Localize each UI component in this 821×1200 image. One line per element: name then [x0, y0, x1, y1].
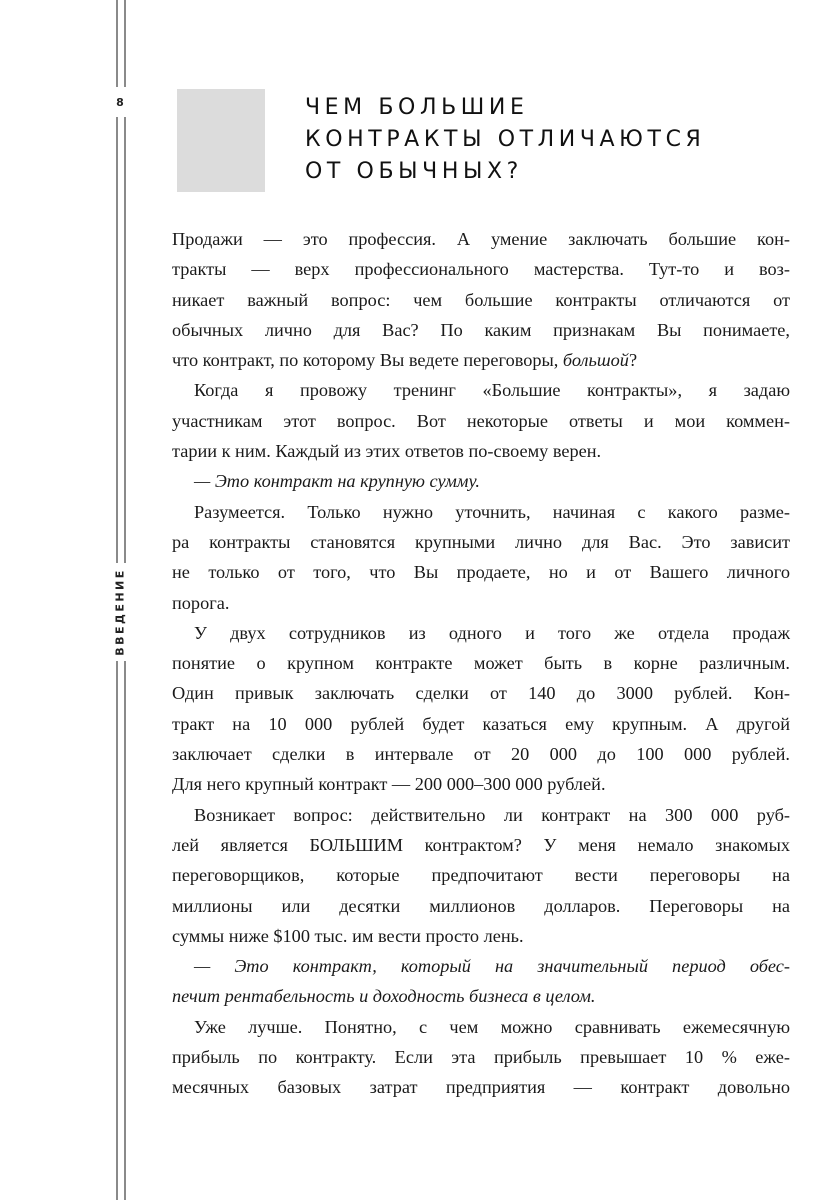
text-line — [172, 375, 790, 405]
text-line — [172, 527, 790, 557]
text-segment: лей является БОЛЬШИМ контрактом? У меня немало знакомых — [172, 834, 790, 855]
text-segment: тракты — верх профессионального мастерства. Тут-то и воз- — [172, 259, 790, 280]
text-line — [172, 224, 790, 254]
text-segment: — Это контракт, который на значительный период обес- — [194, 956, 790, 977]
italic-text: большой — [562, 350, 629, 371]
text-line — [172, 254, 790, 284]
margin-rule-right-mid — [124, 117, 126, 563]
text-line — [172, 345, 790, 375]
text-segment: Уже лучше. Понятно, с чем можно сравнивать ежемесячную — [194, 1016, 790, 1037]
margin-rule-left-mid — [116, 117, 118, 563]
text-line — [172, 860, 790, 890]
text-line — [172, 891, 790, 921]
text-line — [172, 497, 790, 527]
margin-rule-left-top — [116, 0, 118, 87]
text-segment: понятие о крупном контракте может быть в корне различным. — [172, 653, 790, 674]
paragraph — [172, 618, 790, 800]
text-line — [172, 557, 790, 587]
text-segment: Разумеется. Только нужно уточнить, начиная с какого разме- — [194, 501, 790, 522]
text-line — [172, 709, 790, 739]
text-segment: миллионы или десятки миллионов долларов. Переговоры на — [172, 895, 790, 916]
text-segment: ? — [628, 350, 638, 371]
text-line — [172, 769, 790, 799]
text-segment: заключает сделки в интервале от 20 000 до 100 000 рублей. — [172, 744, 790, 765]
text-segment: переговорщиков, которые предпочитают вести переговоры на — [172, 865, 790, 886]
chapter-heading — [305, 92, 705, 188]
text-line — [172, 800, 790, 830]
text-segment: Продажи — это профессия. А умение заключать большие кон- — [172, 229, 790, 249]
text-segment: ра контракты становятся крупными лично для Вас. Это зависит — [172, 531, 790, 552]
text-segment: суммы ниже $100 тыс. им вести просто лень. — [172, 925, 524, 946]
text-segment: обычных лично для Вас? По каким признакам Вы понимаете, — [172, 319, 790, 340]
text-segment: прибыль по контракту. Если эта прибыль превышает 10 % еже- — [172, 1047, 790, 1068]
margin-rule-left-bottom — [116, 661, 118, 1200]
text-segment: Возникает вопрос: действительно ли контракт на 300 000 руб- — [194, 804, 790, 825]
heading-decor-box — [177, 89, 265, 192]
text-line — [172, 648, 790, 678]
text-segment: тарии к ним. Каждый из этих ответов по-своему верен. — [172, 441, 602, 462]
heading-line: КОНТРАКТЫ ОТЛИЧАЮТСЯ — [305, 127, 706, 152]
text-line — [172, 830, 790, 860]
text-segment: участникам этот вопрос. Вот некоторые ответы и мои коммен- — [172, 410, 790, 431]
text-segment: что контракт, по которому Вы ведете переговоры, — [172, 350, 563, 371]
text-line — [172, 678, 790, 708]
page-number: 8 — [116, 96, 124, 109]
text-line — [172, 951, 790, 981]
paragraph — [172, 224, 790, 375]
text-line — [172, 588, 790, 618]
text-segment: никает важный вопрос: чем большие контракты отличаются от — [172, 289, 790, 310]
text-line — [172, 285, 790, 315]
text-line — [172, 1072, 790, 1102]
paragraph — [172, 466, 790, 496]
text-segment: не только от того, что Вы продаете, но и от Вашего личного — [172, 562, 790, 583]
text-line — [172, 406, 790, 436]
text-line — [172, 739, 790, 769]
text-segment: Для него крупный контракт — 200 000–300 000 рублей. — [172, 774, 606, 795]
text-segment: месячных базовых затрат предприятия — контракт довольно — [172, 1077, 790, 1098]
paragraph — [172, 951, 790, 1012]
text-line — [172, 315, 790, 345]
paragraph — [172, 375, 790, 466]
text-line — [172, 1042, 790, 1072]
text-line — [172, 1012, 790, 1042]
text-segment: Один привык заключать сделки от 140 до 3000 рублей. Кон- — [172, 683, 790, 704]
text-line — [172, 466, 790, 496]
margin-rule-right-bottom — [124, 661, 126, 1200]
paragraph — [172, 1012, 790, 1103]
text-segment: печит рентабельность и доходность бизнеса в целом. — [172, 986, 596, 1007]
body-text — [172, 224, 790, 1103]
section-label: ВВЕДЕНИЕ — [113, 568, 127, 656]
text-segment: — Это контракт на крупную сумму. — [194, 471, 480, 492]
text-line — [172, 921, 790, 951]
paragraph — [172, 497, 790, 618]
heading-line: ЧЕМ БОЛЬШИЕ — [305, 95, 529, 120]
heading-line: ОТ ОБЫЧНЫХ? — [305, 159, 523, 184]
text-segment: тракт на 10 000 рублей будет казаться ему крупным. А другой — [172, 713, 790, 734]
text-segment: Когда я провожу тренинг «Большие контракты», я задаю — [194, 380, 790, 401]
margin-rule-right-top — [124, 0, 126, 87]
paragraph — [172, 800, 790, 951]
text-line — [172, 981, 790, 1011]
text-segment: У двух сотрудников из одного и того же отдела продаж — [194, 622, 790, 643]
text-segment: порога. — [172, 592, 230, 613]
text-line — [172, 618, 790, 648]
text-line — [172, 436, 790, 466]
